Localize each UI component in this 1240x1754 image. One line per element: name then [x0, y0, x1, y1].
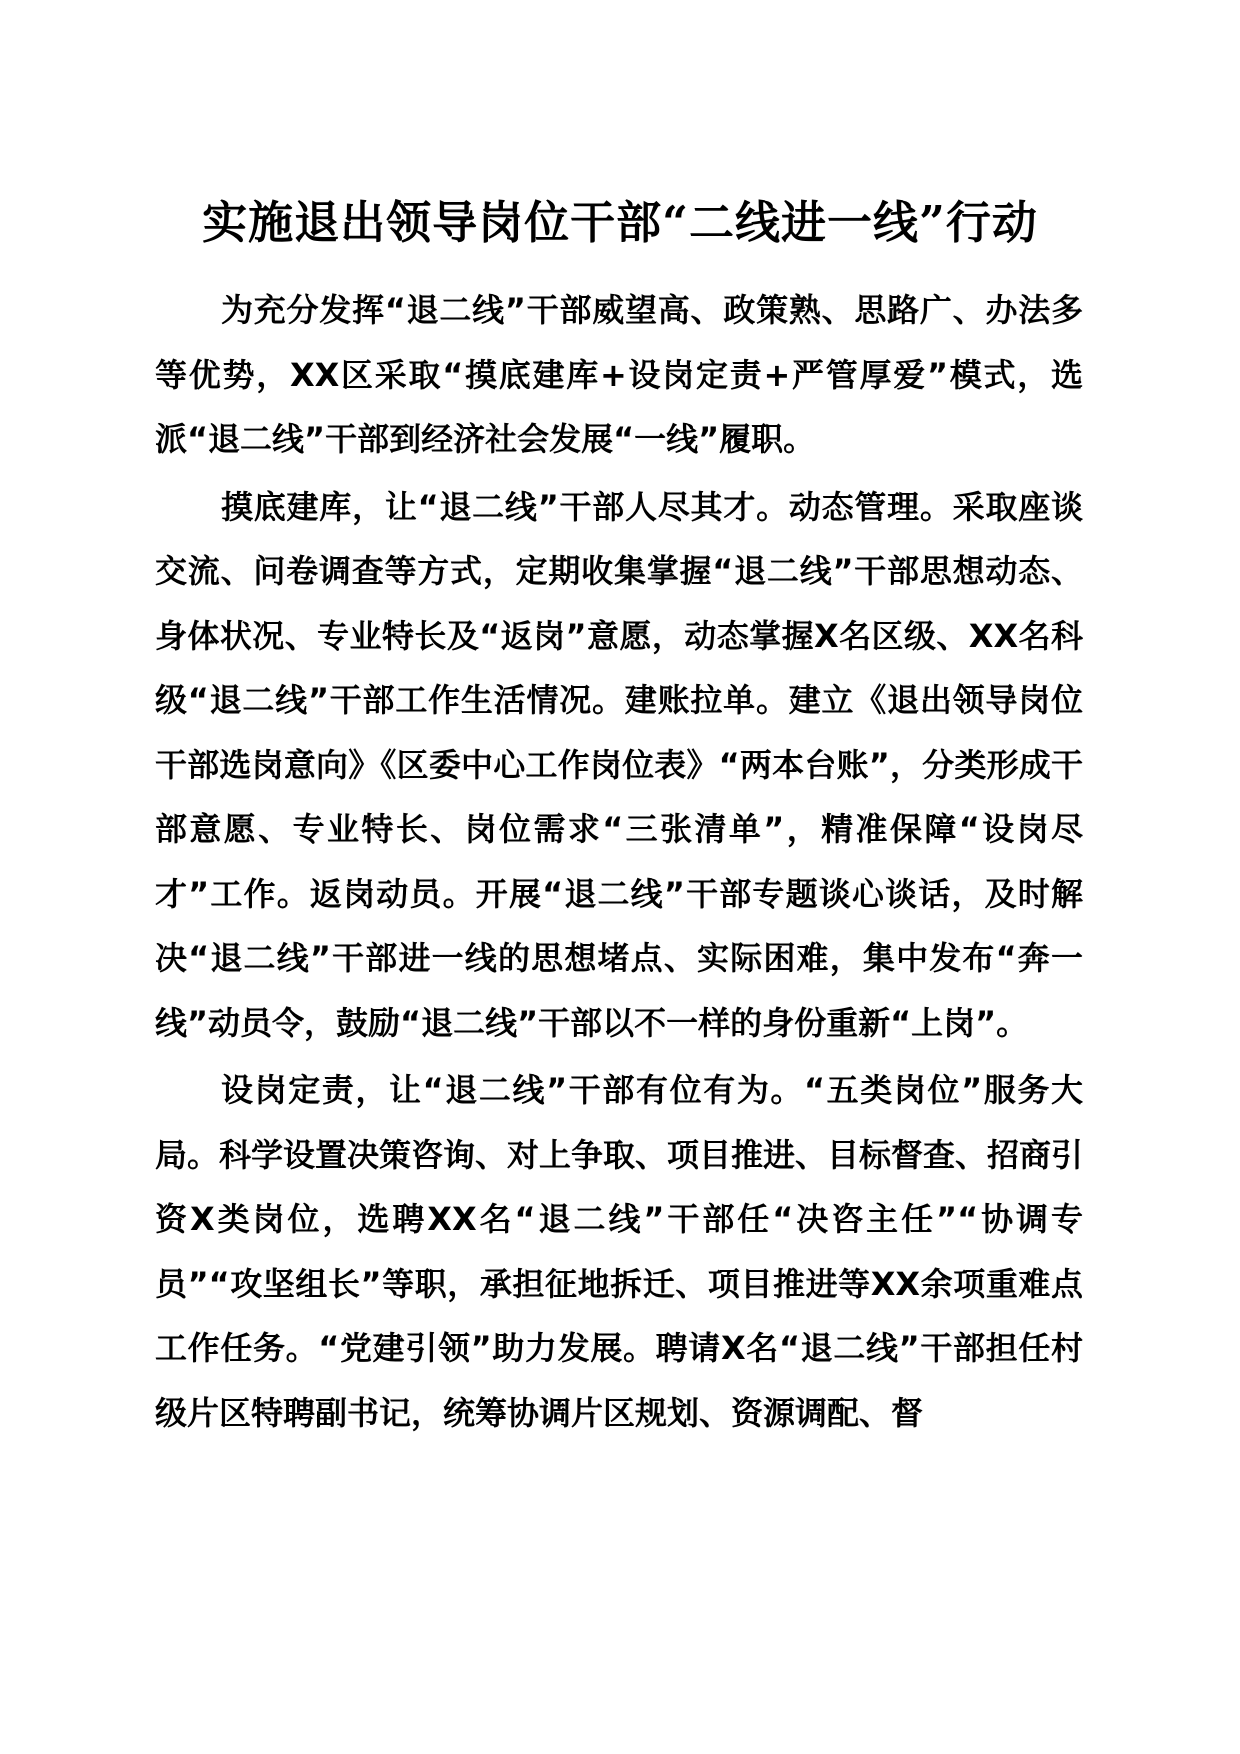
document-title: 实施退出领导岗位干部“二线进一线”行动 [202, 196, 1038, 249]
paragraph-survey-database: 摸底建库，让“退二线”干部人尽其才。动态管理。采取座谈交流、问卷调查等方式，定期收集掌握“退二线”干部思想动态、身体状况、专业特长及“返岗”意愿，动态掌握X名区级、XX名科级“退二线”干部工作生活情况。建账拉单。建立《退出领导岗位干部选岗意向》《区委中心工作岗位表》“两本台账”，分类形成干部意愿、专业特长、岗位需求“三张清单”，精准保障“设岗尽才”工作。返岗动员。开展“退二线”干部专题谈心谈话，及时解决“退二线”干部进一线的思想堵点、实际困难，集中发布“奔一线”动员令，鼓励“退二线”干部以不一样的身份重新“上岗”。 [155, 487, 1083, 1042]
paragraph-intro: 为充分发挥“退二线”干部威望高、政策熟、思路广、办法多等优势，XX区采取“摸底建库+设岗定责+严管厚爱”模式，选派“退二线”干部到经济社会发展“一线”履职。 [155, 291, 1083, 458]
paragraph-post-responsibility: 设岗定责，让“退二线”干部有位有为。“五类岗位”服务大局。科学设置决策咨询、对上争取、项目推进、目标督查、招商引资X类岗位，选聘XX名“退二线”干部任“决咨主任”“协调专员”“攻坚组长”等职，承担征地拆迁、项目推进等XX余项重难点工作任务。“党建引领”助力发展。聘请X名“退二线”干部担任村级片区特聘副书记，统筹协调片区规划、资源调配、督 [155, 1071, 1084, 1432]
document-body [155, 278, 1083, 1448]
